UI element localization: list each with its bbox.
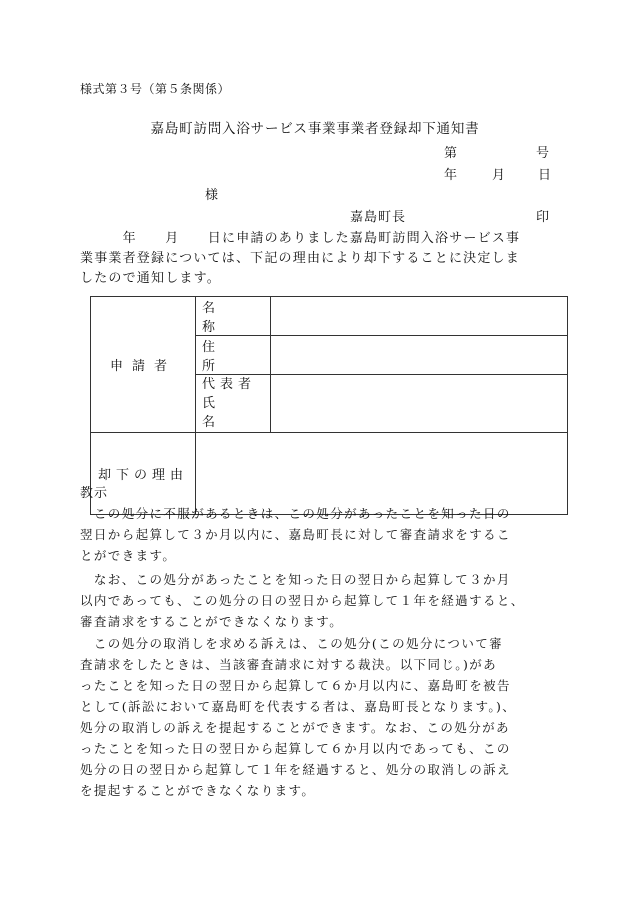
instruction-line: とができます。 bbox=[80, 548, 177, 563]
instruction-line: この処分の取消しを求める訴えは、この処分(この処分について審 bbox=[80, 636, 504, 651]
date-month: 月 bbox=[492, 168, 507, 183]
body-line: 年 月 日に申請のありました嘉島町訪問入浴サービス事 bbox=[80, 231, 521, 246]
instruction-line: ったことを知った日の翌日から起算して６か月以内であっても、この bbox=[80, 741, 511, 756]
address-label-cell bbox=[196, 336, 271, 375]
seal-mark: 印 bbox=[536, 210, 551, 225]
date-year: 年 bbox=[444, 168, 459, 183]
reason-label: 却下の理由 bbox=[97, 468, 188, 483]
reason-label-cell bbox=[91, 433, 196, 515]
applicant-label: 申請者 bbox=[109, 359, 176, 374]
name-label-cell bbox=[196, 297, 271, 336]
instruction-line: 審査請求をすることができなくなります。 bbox=[80, 614, 344, 629]
number-suffix: 号 bbox=[536, 146, 551, 161]
instruction-line: 処分の取消しの訴えを提起することができます。なお、この処分があ bbox=[80, 720, 510, 735]
instruction-line: 査請求をしたときは、当該審査請求に対する裁決。以下同じ。)があ bbox=[80, 657, 498, 672]
date-day: 日 bbox=[538, 168, 553, 183]
number-prefix: 第 bbox=[444, 146, 459, 161]
representative-label-cell bbox=[196, 375, 271, 433]
addressee-suffix: 様 bbox=[205, 188, 220, 203]
instruction-line: 翌日から起算して３か月以内に、嘉島町長に対して審査請求をするこ bbox=[80, 527, 511, 542]
address-value-cell bbox=[271, 336, 568, 375]
instruction-line: 処分の日の翌日から起算して１年を経過すると、処分の取消しの訴え bbox=[80, 762, 511, 777]
reason-value-cell bbox=[196, 433, 568, 515]
body-line: 業事業者登録については、下記の理由により却下することに決定しま bbox=[80, 251, 520, 266]
application-info-table bbox=[90, 296, 568, 515]
document-title: 嘉島町訪問入浴サービス事業事業者登録却下通知書 bbox=[150, 121, 480, 137]
name-value-cell bbox=[271, 297, 568, 336]
name-label: 名 称 bbox=[202, 301, 255, 335]
instruction-line: なお、この処分があったことを知った日の翌日から起算して３か月 bbox=[80, 572, 511, 587]
instruction-line: 以内であっても、この処分の日の翌日から起算して１年を経過すると、 bbox=[80, 593, 525, 608]
address-label: 住 所 bbox=[202, 340, 255, 374]
representative-label: 代表者 bbox=[202, 377, 257, 392]
representative-value-cell bbox=[271, 375, 568, 433]
applicant-label-cell bbox=[91, 297, 196, 433]
instruction-line: ったことを知った日の翌日から起算して６か月以内に、嘉島町を被告 bbox=[80, 678, 511, 693]
body-line: したので通知します。 bbox=[80, 271, 221, 286]
instruction-line: を提起することができなくなります。 bbox=[80, 783, 316, 798]
representative-name-label: 氏 名 bbox=[202, 396, 255, 430]
form-number: 様式第３号（第５条関係） bbox=[80, 82, 231, 96]
issuer-name: 嘉島町長 bbox=[350, 210, 407, 225]
instruction-line: として(訴訟において嘉島町を代表する者は、嘉島町長となります。)、 bbox=[80, 699, 517, 714]
instruction-title: 教示 bbox=[80, 486, 109, 501]
instruction-line: この処分に不服があるときは、この処分があったことを知った日の bbox=[80, 506, 511, 521]
